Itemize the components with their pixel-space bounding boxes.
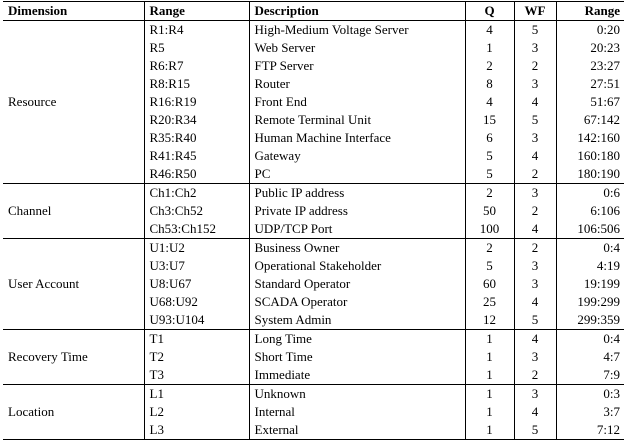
q-cell: 50 (465, 202, 514, 220)
header-score-range: Range (556, 2, 624, 21)
wf-cell: 3 (514, 275, 556, 293)
range-cell: R46:R50 (144, 165, 249, 184)
table-row (3, 239, 624, 258)
range-cell: T1 (144, 330, 249, 349)
dimension-table (3, 1, 624, 440)
wf-cell: 3 (514, 348, 556, 366)
score-range-cell: 20:23 (556, 39, 624, 57)
dimension-cell: Channel (3, 184, 144, 239)
score-range-cell: 4:7 (556, 348, 624, 366)
range-cell: R35:R40 (144, 129, 249, 147)
q-cell: 6 (465, 129, 514, 147)
table-row (3, 385, 624, 404)
dimension-cell: User Account (3, 239, 144, 330)
score-range-cell: 0:4 (556, 239, 624, 258)
description-cell: PC (249, 165, 465, 184)
wf-cell: 4 (514, 147, 556, 165)
score-range-cell: 299:359 (556, 311, 624, 330)
header-description: Description (249, 2, 465, 21)
wf-cell: 2 (514, 366, 556, 385)
range-cell: Ch53:Ch152 (144, 220, 249, 239)
wf-cell: 3 (514, 385, 556, 404)
score-range-cell: 27:51 (556, 75, 624, 93)
description-cell: High-Medium Voltage Server (249, 21, 465, 40)
wf-cell: 4 (514, 403, 556, 421)
description-cell: Human Machine Interface (249, 129, 465, 147)
wf-cell: 2 (514, 57, 556, 75)
q-cell: 15 (465, 111, 514, 129)
wf-cell: 5 (514, 21, 556, 40)
q-cell: 2 (465, 57, 514, 75)
wf-cell: 3 (514, 75, 556, 93)
range-cell: L1 (144, 385, 249, 404)
score-range-cell: 7:12 (556, 421, 624, 440)
description-cell: Public IP address (249, 184, 465, 203)
wf-cell: 3 (514, 39, 556, 57)
score-range-cell: 67:142 (556, 111, 624, 129)
score-range-cell: 180:190 (556, 165, 624, 184)
wf-cell: 5 (514, 311, 556, 330)
header-dimension: Dimension (3, 2, 144, 21)
wf-cell: 4 (514, 93, 556, 111)
wf-cell: 3 (514, 184, 556, 203)
q-cell: 1 (465, 348, 514, 366)
description-cell: Operational Stakeholder (249, 257, 465, 275)
score-range-cell: 0:4 (556, 330, 624, 349)
q-cell: 1 (465, 330, 514, 349)
range-cell: R5 (144, 39, 249, 57)
score-range-cell: 6:106 (556, 202, 624, 220)
wf-cell: 2 (514, 165, 556, 184)
group-resource (3, 21, 624, 184)
description-cell: Private IP address (249, 202, 465, 220)
dimension-cell: Location (3, 385, 144, 440)
description-cell: Front End (249, 93, 465, 111)
q-cell: 12 (465, 311, 514, 330)
wf-cell: 4 (514, 293, 556, 311)
group-location (3, 385, 624, 440)
q-cell: 100 (465, 220, 514, 239)
wf-cell: 3 (514, 129, 556, 147)
score-range-cell: 19:199 (556, 275, 624, 293)
header-wf: WF (514, 2, 556, 21)
q-cell: 4 (465, 93, 514, 111)
q-cell: 5 (465, 257, 514, 275)
description-cell: Web Server (249, 39, 465, 57)
dimension-cell: Resource (8, 94, 57, 109)
table-row (3, 21, 624, 40)
description-cell: Gateway (249, 147, 465, 165)
score-range-cell: 0:20 (556, 21, 624, 40)
range-cell: U1:U2 (144, 239, 249, 258)
range-cell: Ch3:Ch52 (144, 202, 249, 220)
score-range-cell: 51:67 (556, 93, 624, 111)
range-cell: U3:U7 (144, 257, 249, 275)
description-cell: Remote Terminal Unit (249, 111, 465, 129)
range-cell: R1:R4 (144, 21, 249, 40)
group-channel (3, 184, 624, 239)
score-range-cell: 3:7 (556, 403, 624, 421)
wf-cell: 4 (514, 330, 556, 349)
q-cell: 2 (465, 184, 514, 203)
score-range-cell: 160:180 (556, 147, 624, 165)
table-row (3, 330, 624, 349)
description-cell: FTP Server (249, 57, 465, 75)
score-range-cell: 23:27 (556, 57, 624, 75)
wf-cell: 3 (514, 257, 556, 275)
range-cell: R16:R19 (144, 93, 249, 111)
description-cell: Standard Operator (249, 275, 465, 293)
description-cell: Immediate (249, 366, 465, 385)
wf-cell: 2 (514, 239, 556, 258)
q-cell: 2 (465, 239, 514, 258)
group-recovery-time (3, 330, 624, 385)
description-cell: External (249, 421, 465, 440)
header-q: Q (465, 2, 514, 21)
wf-cell: 4 (514, 220, 556, 239)
description-cell: UDP/TCP Port (249, 220, 465, 239)
header-range: Range (144, 2, 249, 21)
range-cell: Ch1:Ch2 (144, 184, 249, 203)
wf-cell: 5 (514, 111, 556, 129)
range-cell: T2 (144, 348, 249, 366)
q-cell: 5 (465, 147, 514, 165)
wf-cell: 5 (514, 421, 556, 440)
q-cell: 1 (465, 385, 514, 404)
range-cell: R6:R7 (144, 57, 249, 75)
q-cell: 8 (465, 75, 514, 93)
range-cell: T3 (144, 366, 249, 385)
table-row (3, 184, 624, 203)
description-cell: SCADA Operator (249, 293, 465, 311)
range-cell: R8:R15 (144, 75, 249, 93)
range-cell: U68:U92 (144, 293, 249, 311)
score-range-cell: 0:6 (556, 184, 624, 203)
wf-cell: 2 (514, 202, 556, 220)
description-cell: Internal (249, 403, 465, 421)
q-cell: 1 (465, 39, 514, 57)
q-cell: 60 (465, 275, 514, 293)
score-range-cell: 0:3 (556, 385, 624, 404)
description-cell: Router (249, 75, 465, 93)
score-range-cell: 142:160 (556, 129, 624, 147)
description-cell: Business Owner (249, 239, 465, 258)
range-cell: U93:U104 (144, 311, 249, 330)
group-user-account (3, 239, 624, 330)
q-cell: 5 (465, 165, 514, 184)
dimension-cell: Recovery Time (3, 330, 144, 385)
score-range-cell: 7:9 (556, 366, 624, 385)
range-cell: R20:R34 (144, 111, 249, 129)
q-cell: 25 (465, 293, 514, 311)
table-header (3, 2, 624, 21)
q-cell: 1 (465, 421, 514, 440)
range-cell: L3 (144, 421, 249, 440)
range-cell: L2 (144, 403, 249, 421)
q-cell: 4 (465, 21, 514, 40)
score-range-cell: 199:299 (556, 293, 624, 311)
score-range-cell: 106:506 (556, 220, 624, 239)
description-cell: Short Time (249, 348, 465, 366)
q-cell: 1 (465, 366, 514, 385)
score-range-cell: 4:19 (556, 257, 624, 275)
q-cell: 1 (465, 403, 514, 421)
range-cell: U8:U67 (144, 275, 249, 293)
range-cell: R41:R45 (144, 147, 249, 165)
header-row (3, 2, 624, 21)
description-cell: System Admin (249, 311, 465, 330)
description-cell: Long Time (249, 330, 465, 349)
description-cell: Unknown (249, 385, 465, 404)
